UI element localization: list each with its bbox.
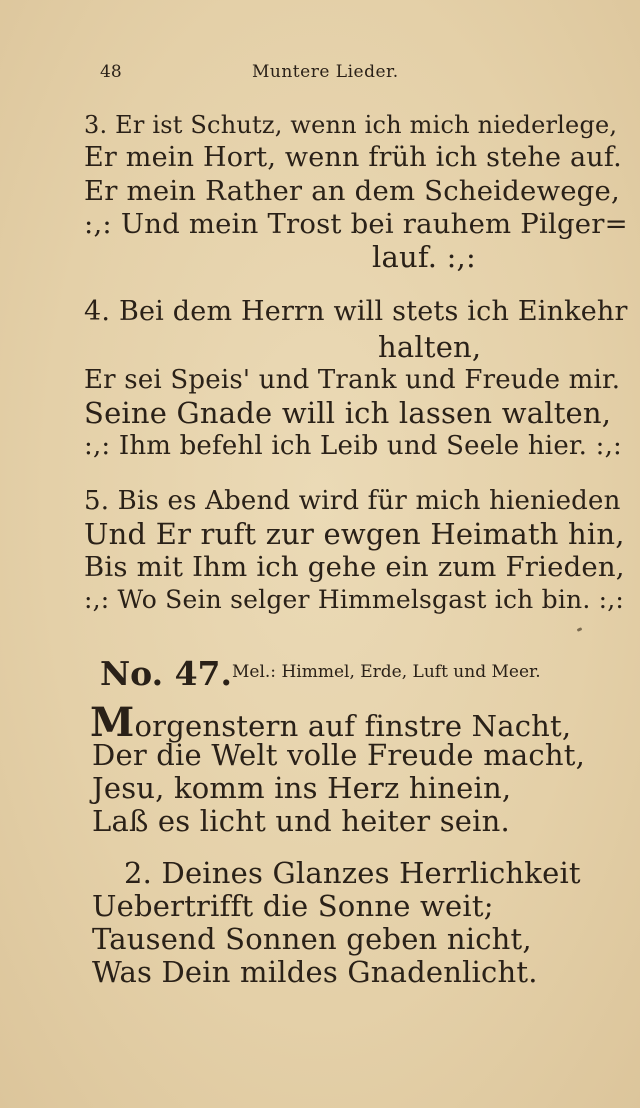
verse-line: Uebertrifft die Sonne weit;: [92, 889, 494, 923]
verse-line: Jesu, komm ins Herz hinein,: [92, 771, 512, 805]
verse-line: Tausend Sonnen geben nicht,: [92, 922, 532, 956]
verse-line: 5. Bis es Abend wird für mich hienieden: [84, 486, 621, 516]
melody-reference: Mel.: Himmel, Erde, Luft und Meer.: [232, 662, 541, 682]
page-number: 48: [100, 62, 122, 82]
verse-line: :,: Wo Sein selger Himmelsgast ich bin. :,:: [84, 585, 625, 614]
verse-line: Bis mit Ihm ich gehe ein zum Frieden,: [84, 551, 625, 583]
verse-line: 3. Er ist Schutz, wenn ich mich niederlege,: [84, 111, 618, 139]
page-header: [100, 58, 560, 88]
verse-line: :,: Ihm befehl ich Leib und Seele hier. :,:: [84, 431, 622, 461]
running-title: Muntere Lieder.: [252, 62, 399, 82]
verse-line: Laß es licht und heiter sein.: [92, 804, 510, 838]
first-line-rest: orgenstern auf finstre Nacht,: [134, 709, 572, 743]
verse-line: halten,: [378, 330, 482, 364]
verse-line: :,: Und mein Trost bei rauhem Pilger=: [84, 208, 628, 240]
verse-line: Er mein Hort, wenn früh ich stehe auf.: [84, 142, 622, 173]
verse-line: Er sei Speis' und Trank und Freude mir.: [84, 365, 621, 395]
hymn-number: No. 47.: [100, 654, 232, 693]
verse-line: Der die Welt volle Freude macht,: [92, 738, 585, 772]
verse-line: Seine Gnade will ich lassen walten,: [84, 396, 612, 430]
verse-line: Und Er ruft zur ewgen Heimath hin,: [84, 517, 625, 551]
verse-line: lauf. :,:: [372, 240, 476, 274]
verse-line: 4. Bei dem Herrn will stets ich Einkehr: [84, 296, 628, 327]
verse-line: Er mein Rather an dem Scheidewege,: [84, 175, 620, 207]
verse-line: Was Dein mildes Gnadenlicht.: [92, 955, 538, 989]
print-speck: [577, 627, 583, 632]
drop-cap: M: [90, 699, 135, 746]
verse-line: 2. Deines Glanzes Herrlichkeit: [124, 856, 581, 890]
